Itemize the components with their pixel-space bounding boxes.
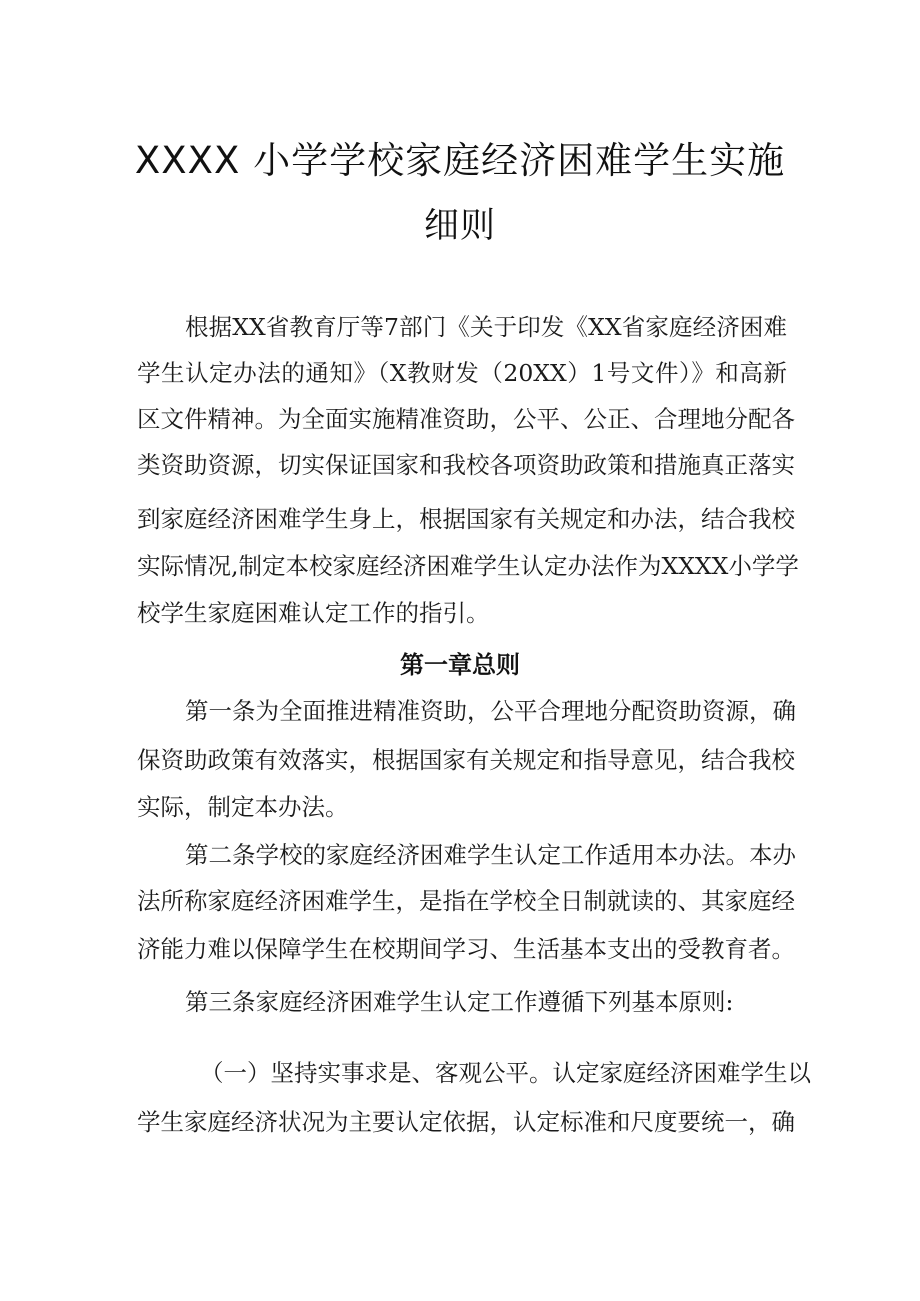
article-3-line: 第三条家庭经济困难学生认定工作遵循下列基本原则: <box>185 988 734 1016</box>
article-1-line: 实际，制定本办法。 <box>137 793 349 821</box>
article-1-line: 第一条为全面推进精准资助，公平合理地分配资助资源，确 <box>185 697 796 725</box>
intro-line: 类资助资源，切实保证国家和我校各项资助政策和措施真正落实 <box>137 451 795 479</box>
principle-1-line: 学生家庭经济状况为主要认定依据，认定标准和尺度要统一，确 <box>137 1108 795 1136</box>
article-2-line: 法所称家庭经济困难学生，是指在学校全日制就读的、其家庭经 <box>137 887 795 915</box>
intro-line: 区文件精神。为全面实施精准资助，公平、公正、合理地分配各 <box>137 405 795 433</box>
intro-line: 根据XX省教育厅等7部门《关于印发《XX省家庭经济困难 <box>185 313 787 341</box>
intro-line: 学生认定办法的通知》（X教财发（20XX）1号文件）》和高新 <box>137 359 787 387</box>
principle-1-line: （一）坚持实事求是、客观公平。认定家庭经济困难学生以 <box>200 1059 811 1087</box>
chapter-heading: 第一章总则 <box>400 651 520 679</box>
document-title-line-2: 细则 <box>423 206 496 246</box>
intro-line: 到家庭经济困难学生身上，根据国家有关规定和办法，结合我校 <box>137 505 795 533</box>
intro-line: 校学生家庭困难认定工作的指引。 <box>137 599 490 627</box>
article-2-line: 济能力难以保障学生在校期间学习、生活基本支出的受教育者。 <box>137 935 795 963</box>
article-1-line: 保资助政策有效落实，根据国家有关规定和指导意见，结合我校 <box>137 746 795 774</box>
intro-line: 实际情况,制定本校家庭经济困难学生认定办法作为XXXX小学学 <box>137 552 799 580</box>
article-2-line: 第二条学校的家庭经济困难学生认定工作适用本办法。本办 <box>185 841 796 869</box>
document-title-line-1: XXXX 小学学校家庭经济困难学生实施 <box>134 139 786 182</box>
